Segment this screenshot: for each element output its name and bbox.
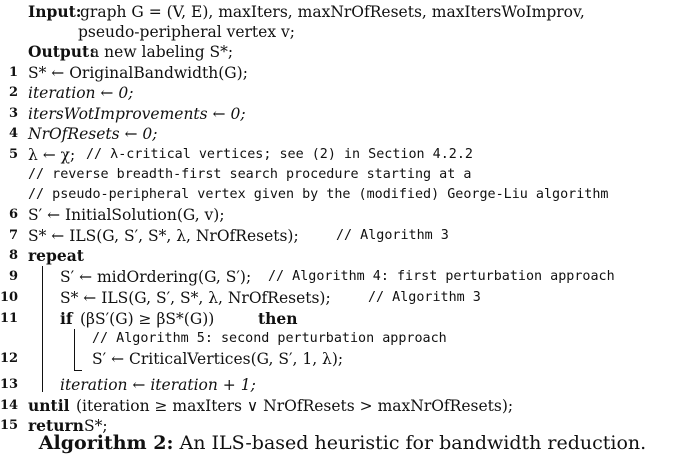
line-comment: // pseudo-peripheral vertex given by the (modified) George-Liu algorithm	[28, 187, 609, 202]
algo-line	[0, 375, 685, 395]
algo-comment-line	[0, 185, 685, 205]
input-line	[0, 2, 685, 22]
algo-line	[0, 83, 685, 103]
line-number: 9	[8, 269, 18, 284]
algo-line	[0, 104, 685, 124]
input-label: Input:	[28, 2, 82, 21]
line-code: (βS′(G) ≥ βS*(G))	[80, 310, 215, 328]
repeat-keyword: repeat	[28, 246, 84, 265]
line-code: S′ ← midOrdering(G, S′);	[60, 268, 252, 286]
line-number: 1	[8, 65, 18, 80]
output-text: a new labeling S*;	[90, 43, 234, 61]
algo-line	[0, 226, 685, 246]
then-keyword: then	[258, 309, 298, 328]
until-keyword: until	[28, 396, 70, 415]
input-line-2	[0, 22, 685, 42]
line-code: S* ← ILS(G, S′, S*, λ, NrOfResets);	[60, 289, 331, 307]
line-code: S* ← OriginalBandwidth(G);	[28, 64, 248, 82]
if-keyword: if	[60, 309, 73, 328]
line-number: 12	[0, 351, 19, 366]
algo-line	[0, 288, 685, 308]
line-code: itersWotImprovements ← 0;	[28, 105, 246, 123]
if-block-end-rule	[74, 370, 82, 371]
line-number: 15	[0, 418, 19, 433]
algo-line	[0, 124, 685, 144]
line-comment: // λ-critical vertices; see (2) in Section 4.2.2	[86, 147, 473, 162]
line-comment: // Algorithm 4: first perturbation approach	[268, 269, 615, 284]
line-number: 11	[0, 311, 19, 326]
algo-line	[0, 396, 685, 416]
output-line	[0, 42, 685, 62]
if-block-rule	[74, 329, 75, 370]
return-keyword: return	[28, 416, 84, 435]
line-number: 3	[8, 106, 18, 121]
output-label: Output:	[28, 42, 95, 61]
algo-line	[0, 63, 685, 83]
line-code: (iteration ≥ maxIters ∨ NrOfResets > maxNrOfResets);	[76, 397, 514, 415]
algo-line	[0, 246, 685, 266]
line-code: S*;	[84, 417, 108, 435]
algo-comment-line	[0, 329, 685, 349]
line-comment: // Algorithm 5: second perturbation approach	[92, 331, 447, 346]
line-number: 10	[0, 290, 19, 305]
caption-text: An ILS-based heuristic for bandwidth reduction.	[179, 432, 647, 454]
line-comment: // reverse breadth-first search procedure starting at a	[28, 167, 472, 182]
line-number: 2	[8, 85, 18, 100]
line-number: 5	[8, 147, 18, 162]
repeat-block-rule	[42, 266, 43, 392]
line-code: S′ ← CriticalVertices(G, S′, 1, λ);	[92, 350, 344, 368]
line-code: iteration ← 0;	[28, 84, 134, 102]
line-number: 6	[8, 207, 18, 222]
line-code: S′ ← InitialSolution(G, v);	[28, 206, 225, 224]
line-comment: // Algorithm 3	[368, 290, 481, 305]
algo-line	[0, 309, 685, 329]
algorithm-caption	[0, 432, 685, 454]
line-number: 14	[0, 398, 19, 413]
input-text-2: pseudo-peripheral vertex v;	[78, 23, 295, 41]
line-comment: // Algorithm 3	[336, 228, 449, 243]
algo-line	[0, 145, 685, 165]
line-code: NrOfResets ← 0;	[28, 125, 158, 143]
line-number: 7	[8, 228, 18, 243]
line-code: S* ← ILS(G, S′, S*, λ, NrOfResets);	[28, 227, 299, 245]
line-number: 8	[8, 248, 18, 263]
line-number: 13	[0, 377, 19, 392]
algo-comment-line	[0, 165, 685, 185]
algo-line	[0, 267, 685, 287]
line-code: iteration ← iteration + 1;	[60, 376, 256, 394]
algo-line	[0, 205, 685, 225]
line-code: λ ← χ;	[28, 146, 76, 164]
line-number: 4	[8, 126, 18, 141]
input-text-1: graph G = (V, E), maxIters, maxNrOfResets, maxItersWoImprov,	[80, 3, 585, 21]
algo-line	[0, 349, 685, 369]
caption-label: Algorithm 2:	[38, 432, 174, 454]
